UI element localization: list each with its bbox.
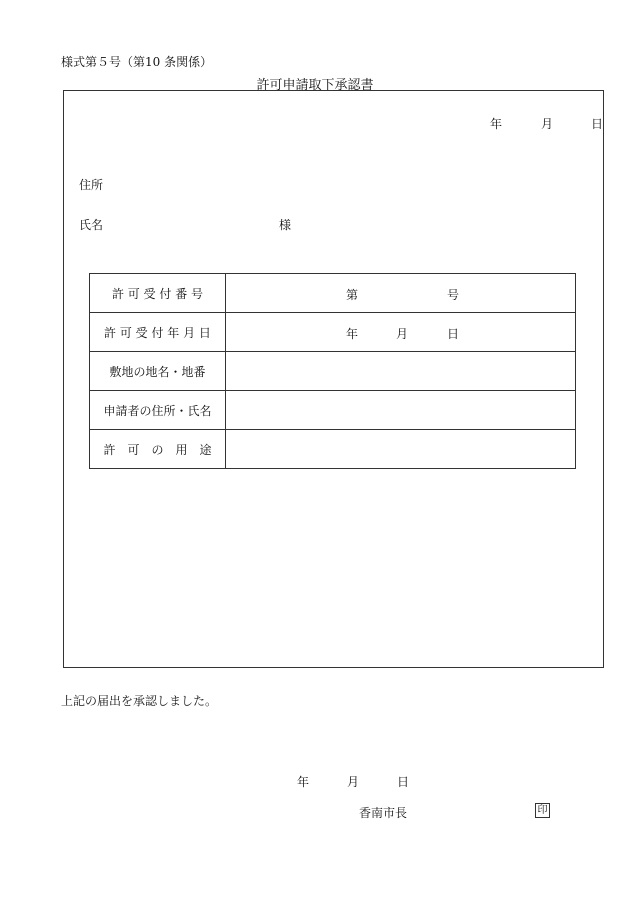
site-location-value bbox=[226, 352, 576, 391]
row-label-permit-date: 許 可 受 付 年 月 日 bbox=[90, 313, 226, 352]
approval-date-day: 日 bbox=[397, 775, 410, 789]
permit-info-table bbox=[89, 273, 576, 469]
approval-note: 上記の届出を承認しました。 bbox=[61, 694, 218, 708]
approval-date-month: 月 bbox=[347, 775, 360, 789]
approval-date-year: 年 bbox=[297, 775, 310, 789]
notice-date-year: 年 bbox=[490, 117, 503, 131]
permit-date-day: 日 bbox=[447, 327, 460, 341]
name-label: 氏名 bbox=[79, 218, 104, 232]
address-label: 住所 bbox=[79, 178, 104, 192]
table-row bbox=[90, 430, 576, 469]
permit-number-suffix: 号 bbox=[447, 288, 460, 302]
table-row bbox=[90, 313, 576, 352]
permit-number-prefix: 第 bbox=[346, 288, 359, 302]
seal-mark-icon: 印 bbox=[535, 803, 550, 818]
permit-date-year: 年 bbox=[346, 327, 359, 341]
row-label-permit-number: 許 可 受 付 番 号 bbox=[90, 274, 226, 313]
honorific-label: 様 bbox=[279, 218, 292, 232]
mayor-title: 香南市長 bbox=[359, 806, 408, 820]
applicant-value bbox=[226, 391, 576, 430]
notice-date-month: 月 bbox=[541, 117, 554, 131]
table-row bbox=[90, 274, 576, 313]
form-number: 様式第５号（第10 条関係） bbox=[61, 55, 213, 69]
row-label-site-location: 敷地の地名・地番 bbox=[90, 352, 226, 391]
row-label-applicant: 申請者の住所・氏名 bbox=[90, 391, 226, 430]
permit-use-value bbox=[226, 430, 576, 469]
document-title: 許可申請取下承認書 bbox=[256, 78, 374, 93]
row-label-permit-use: 許 可 の 用 途 bbox=[90, 430, 226, 469]
table-row bbox=[90, 352, 576, 391]
notice-date-day: 日 bbox=[591, 117, 604, 131]
permit-date-value bbox=[226, 313, 576, 352]
permit-number-value bbox=[226, 274, 576, 313]
permit-date-month: 月 bbox=[396, 327, 409, 341]
table-row bbox=[90, 391, 576, 430]
